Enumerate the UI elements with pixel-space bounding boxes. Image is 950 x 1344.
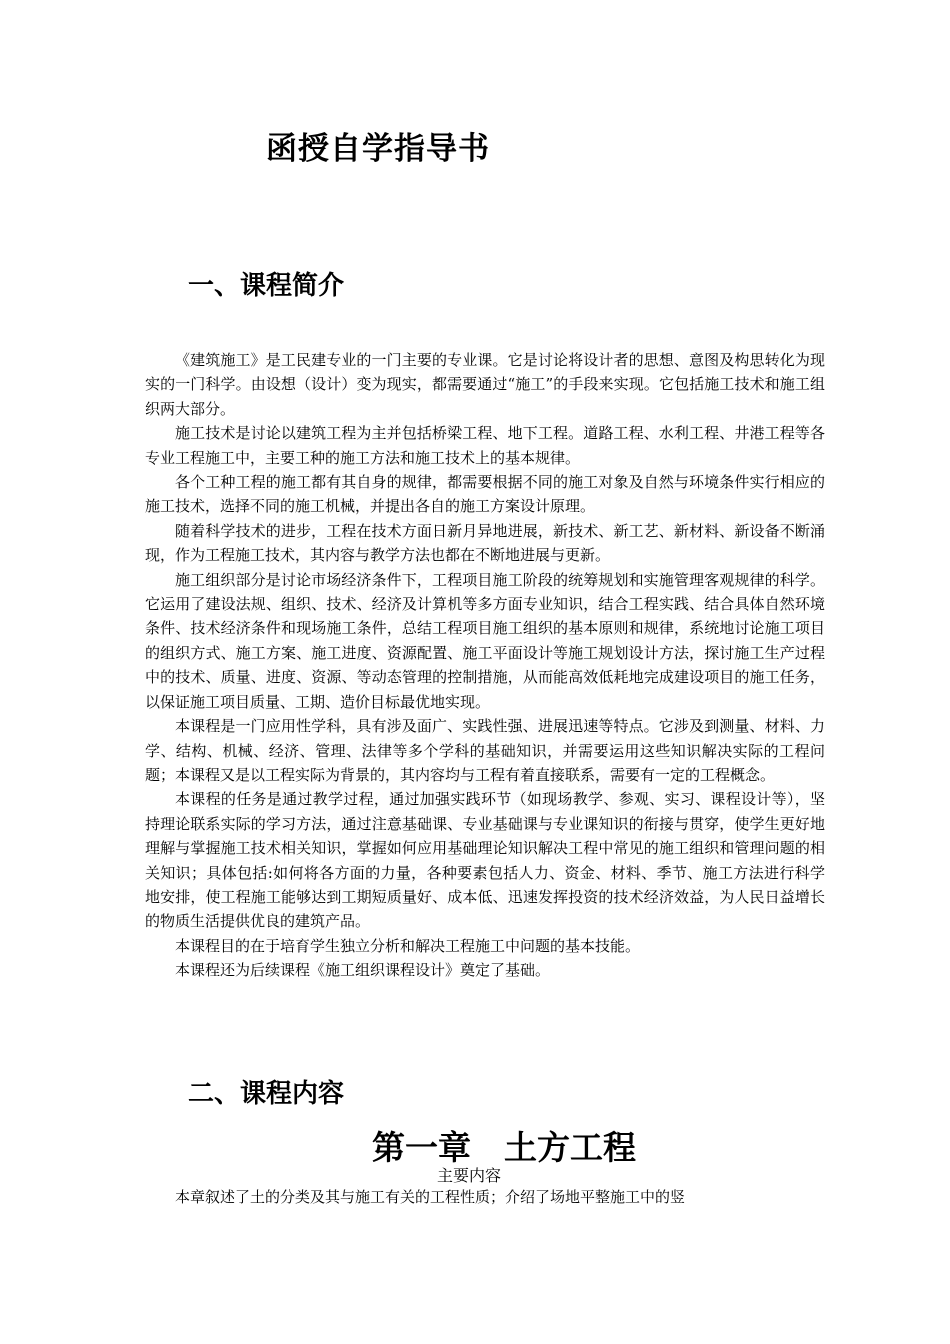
section-heading-content: 二、课程内容	[188, 1079, 345, 1109]
paragraph: 本课程还为后续课程《施工组织课程设计》奠定了基础。	[175, 961, 551, 980]
section-heading-intro: 一、课程简介	[188, 271, 345, 301]
intro-body	[145, 348, 825, 983]
paragraph: 各个工种工程的施工都有其自身的规律，都需要根据不同的施工对象及自然与环境条件实行相应的施工技术，选择不同的施工机械，并提出各自的施工方案设计原理。	[145, 473, 825, 516]
paragraph: 本课程目的在于培育学生独立分析和解决工程施工中问题的基本技能。	[175, 936, 641, 955]
paragraph: 施工组织部分是讨论市场经济条件下，工程项目施工阶段的统筹规划和实施管理客观规律的科学。它运用了建设法规、组织、技术、经济及计算机等多方面专业知识，结合工程实践、结合具体自然环境条件、技术经济条件和现场施工条件，总结工程项目施工组织的基本原则和规律，系统地讨论施工项目的组织方式、施工方案、施工进度、资源配置、施工平面设计等施工规划设计方法，探讨施工生产过程中的技术、质量、进度、资源、等动态管理的控制措施，从而能高效低耗地完成建设项目的施工任务，以保证施工项目质量、工期、造价目标最优地实现。	[145, 570, 825, 711]
paragraph: 本课程是一门应用性学科，具有涉及面广、实践性强、进展迅速等特点。它涉及到测量、材料、力学、结构、机械、经济、管理、法律等多个学科的基础知识，并需要运用这些知识解决实际的工程问题；本课程又是以工程实际为背景的，其内容均与工程有着直接联系，需要有一定的工程概念。	[145, 717, 825, 784]
paragraph: 本课程的任务是通过教学过程，通过加强实践环节（如现场教学、参观、实习、课程设计等），坚持理论联系实际的学习方法，通过注意基础课、专业基础课与专业课知识的衔接与贯穿，使学生更好地理解与掌握施工技术相关知识，掌握如何应用基础理论知识解决工程中常见的施工组织和管理问题的相关知识；具体包括:如何将各方面的力量，各种要素包括人力、资金、材料、季节、施工方法进行科学地安排，使工程施工能够达到工期短质量好、成本低、迅速发挥投资的技术经济效益，为人民日益增长的物质生活提供优良的建筑产品。	[145, 790, 825, 931]
document-title: 函授自学指导书	[266, 131, 490, 167]
paragraph: 《建筑施工》是工民建专业的一门主要的专业课。它是讨论将设计者的思想、意图及构思转化为现实的一门科学。由设想（设计）变为现实，都需要通过“施工”的手段来实现。它包括施工技术和施工组织两大部分。	[145, 351, 825, 418]
main-content-label: 主要内容	[437, 1166, 502, 1185]
paragraph: 随着科学技术的进步，工程在技术方面日新月异地进展，新技术、新工艺、新材料、新设备不断涌现，作为工程施工技术，其内容与教学方法也都在不断地进展与更新。	[145, 521, 825, 565]
chapter-title: 第一章 土方工程	[372, 1128, 636, 1167]
chapter-intro-text: 本章叙述了土的分类及其与施工有关的工程性质；介绍了场地平整施工中的竖	[175, 1188, 686, 1206]
paragraph: 施工技术是讨论以建筑工程为主并包括桥梁工程、地下工程。道路工程、水利工程、井港工程等各专业工程施工中，主要工种的施工方法和施工技术上的基本规律。	[145, 424, 825, 467]
